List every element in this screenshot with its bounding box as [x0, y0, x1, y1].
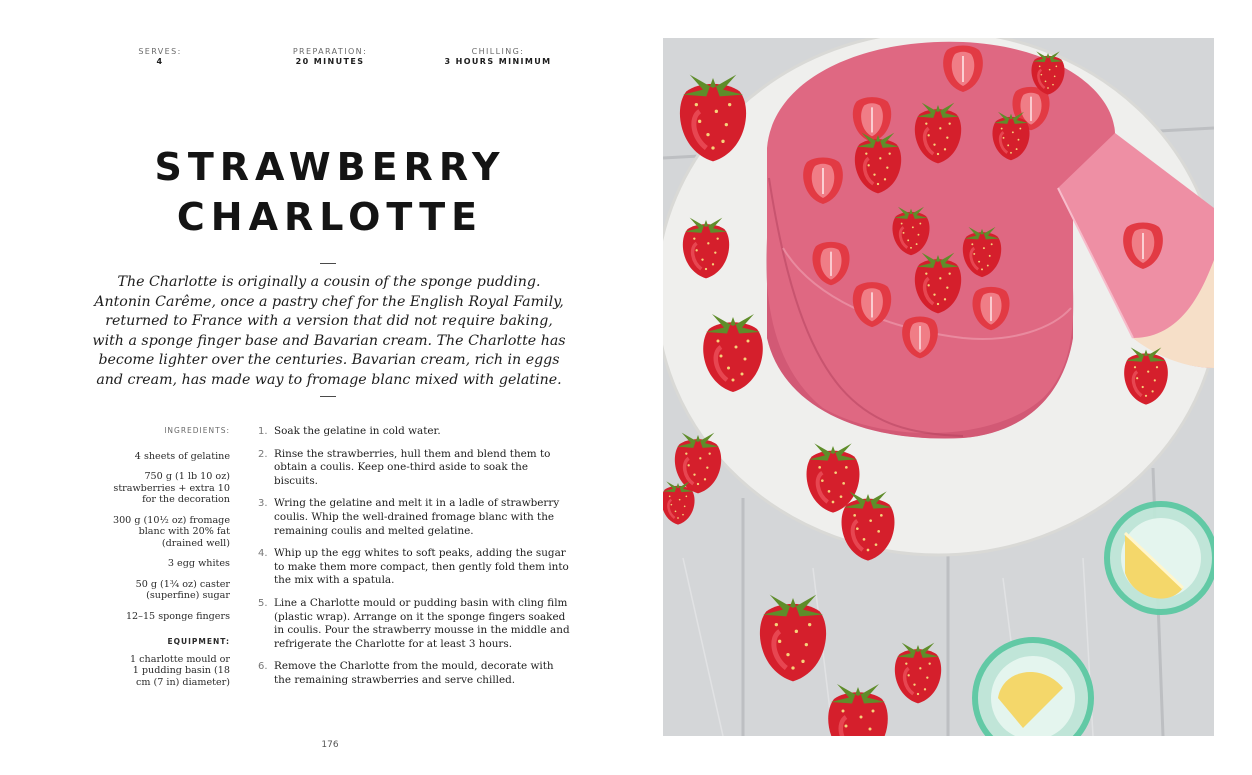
preparation-info — [270, 47, 390, 67]
recipe-intro: The Charlotte is originally a cousin of the sponge pudding. Antonin Carême, once a pastry chef for the English Royal Family, returned to France with a version that did not require baking, with a sponge finger base and Bavarian cream. The Charlotte has become lighter over the centuries. Bavarian cream, rich in eggs and cream, has made way to fromage blanc mixed with gelatine. — [92, 274, 566, 388]
page-number: 176 — [321, 740, 339, 750]
ingredient-item: 4 sheets of gelatine — [134, 450, 230, 462]
step-item — [258, 448, 570, 489]
equipment-heading: EQUIPMENT: — [167, 637, 230, 646]
chilling-info — [425, 47, 571, 67]
step-number: 4. — [258, 548, 268, 560]
title-line-2: CHARLOTTE — [176, 195, 484, 239]
serves-info — [128, 47, 192, 67]
ingredients-heading: INGREDIENTS: — [164, 426, 230, 435]
step-number: 6. — [258, 661, 268, 673]
title-line-1: STRAWBERRY — [154, 145, 506, 189]
ingredient-item: 3 egg whites — [167, 558, 230, 569]
step-number: 1. — [258, 426, 268, 437]
step-item — [258, 497, 570, 538]
divider-bottom — [320, 396, 336, 397]
step-item — [258, 660, 570, 687]
charlotte-photo — [663, 38, 1214, 736]
chilling-label: CHILLING: — [471, 47, 525, 56]
step-number: 2. — [258, 448, 268, 460]
step-text: Wring the gelatine and melt it in a ladle of strawberry coulis. Whip the well-drained fromage blanc with the remaining coulis and melted gelatine. — [274, 497, 560, 537]
serves-label: SERVES: — [138, 47, 182, 56]
step-item — [258, 597, 570, 651]
recipe-title — [110, 142, 550, 242]
preparation-label: PREPARATION: — [292, 47, 368, 56]
preparation-value: 20 MINUTES — [295, 57, 365, 66]
step-item — [258, 547, 570, 588]
method-steps — [258, 425, 570, 697]
step-text: Soak the gelatine in cold water. — [274, 425, 441, 437]
step-text: Remove the Charlotte from the mould, decorate with the remaining strawberries and serve chilled. — [274, 660, 554, 686]
ingredient-item: 12–15 sponge fingers — [125, 610, 230, 622]
chilling-value: 3 HOURS MINIMUM — [444, 57, 552, 66]
step-item — [258, 425, 570, 439]
ingredients-column — [60, 425, 230, 697]
serves-value: 4 — [156, 57, 164, 66]
step-text: Rinse the strawberries, hull them and blend them to obtain a coulis. Keep one-third aside to soak the biscuits. — [274, 447, 551, 487]
ingredient-item: 50 g (1¾ oz) caster (superfine) sugar — [135, 578, 230, 601]
divider-top — [320, 263, 336, 264]
equipment-item: 1 charlotte mould or 1 pudding basin (18 cm (7 in) diameter) — [130, 653, 230, 688]
step-text: Line a Charlotte mould or pudding basin with cling film (plastic wrap). Arrange on it the sponge fingers soaked in coulis. Pour the strawberry mousse in the middle and refrigerate the Charlotte for at least 3 hours. — [274, 596, 570, 650]
step-number: 5. — [258, 597, 268, 609]
step-text: Whip up the egg whites to soft peaks, adding the sugar to make them more compact, then gently fold them into the mix with a spatula. — [274, 547, 569, 587]
step-number: 3. — [258, 498, 268, 510]
ingredient-item: 300 g (10½ oz) fromage blanc with 20% fat (drained well) — [112, 514, 230, 549]
ingredient-item: 750 g (1 lb 10 oz) strawberries + extra 10 for the decoration — [113, 471, 230, 505]
